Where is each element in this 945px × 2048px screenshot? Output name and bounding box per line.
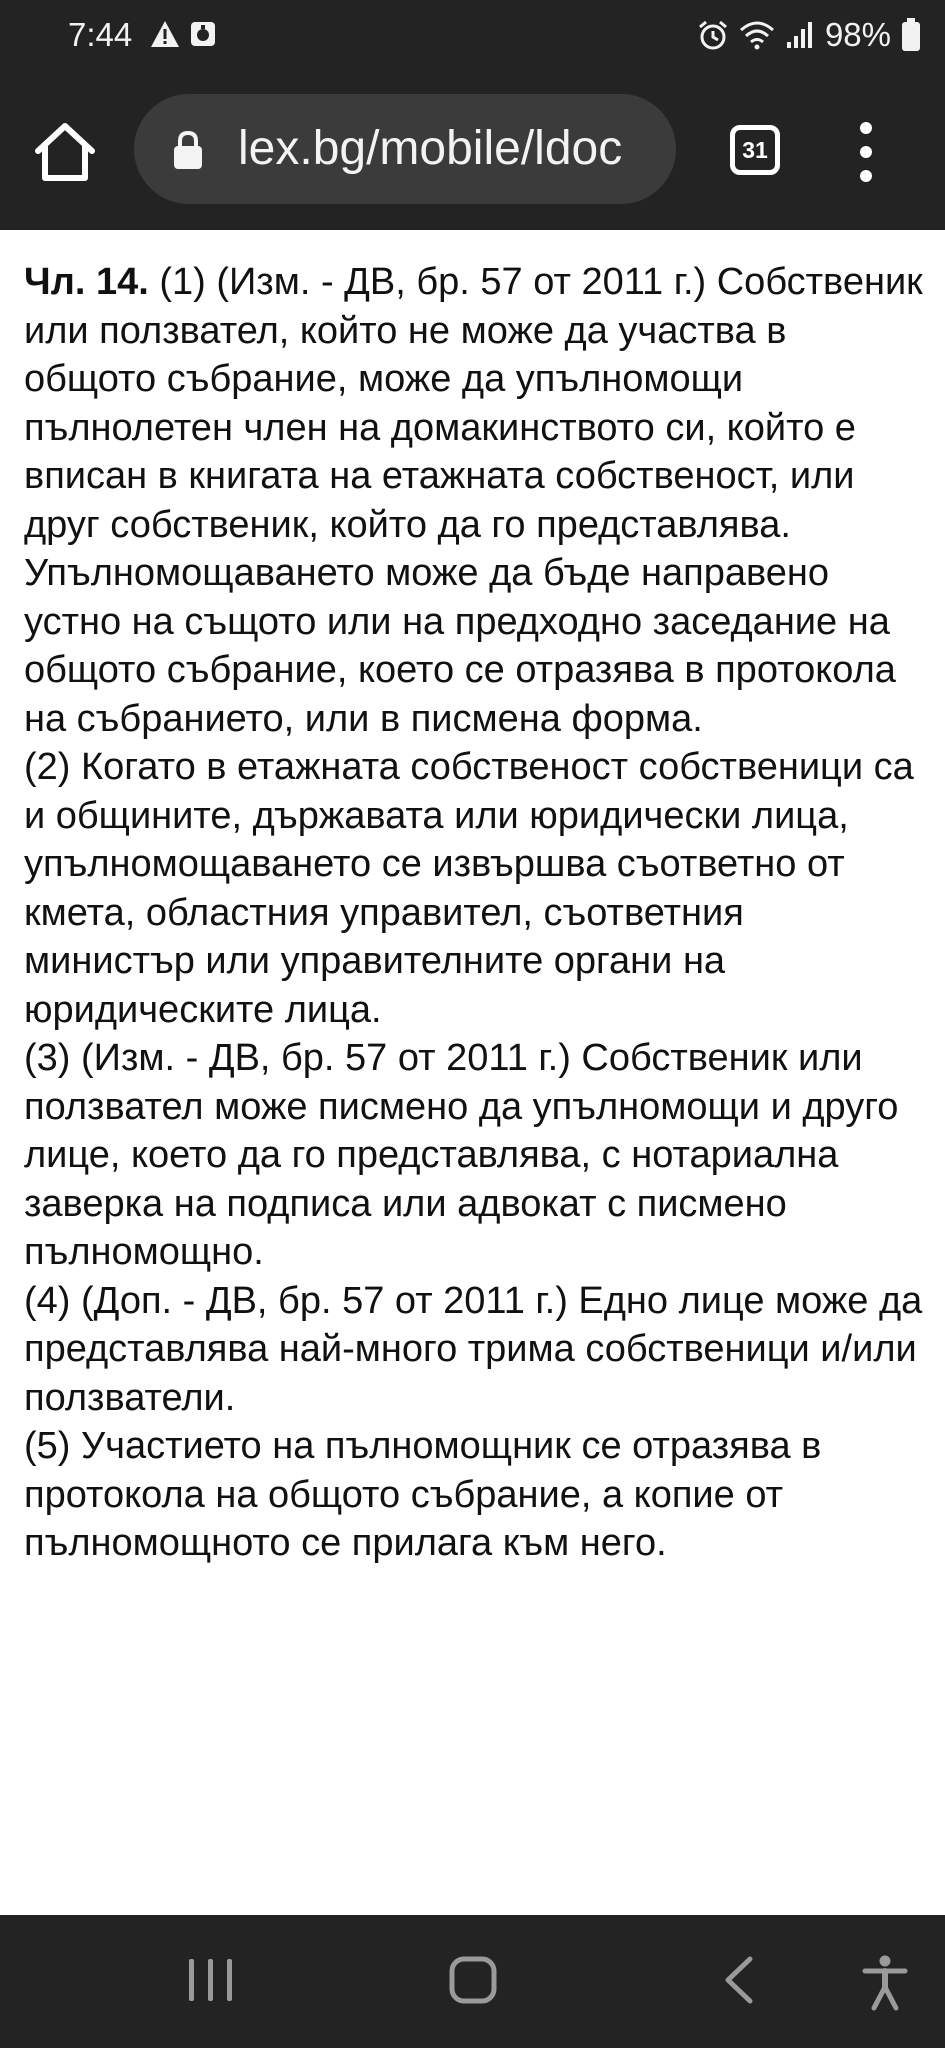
paragraph-3: (3) (Изм. - ДВ, бр. 57 от 2011 г.) Собственик или ползвател може писмено да упълномощи и друго лице, което да го представлява, с нотариална заверка на подписа или адвокат с писмено пълномощно. <box>24 1037 899 1273</box>
paragraph-1 <box>24 258 924 743</box>
status-bar <box>0 0 945 72</box>
alarm-icon <box>697 19 729 51</box>
tabs-icon[interactable]: 31 <box>730 125 780 175</box>
document-body <box>24 258 924 1568</box>
home-nav-icon[interactable] <box>448 1955 498 2005</box>
url-text[interactable]: lex.bg/mobile/ldoc <box>238 122 623 175</box>
paragraph-5: (5) Участието на пълномощник се отразява в протокола на общото събрание, а копие от пълномощното се прилага към него. <box>24 1425 822 1564</box>
battery-icon <box>901 18 921 52</box>
status-time: 7:44 <box>68 16 133 53</box>
paragraph-2: (2) Когато в етажната собственост собственици са и общините, държавата или юридически лица, упълномощаването се извършва съответно от кмета, областния управител, съответния министър или управителните органи на юридическите лица. <box>24 746 914 1031</box>
alert-icon <box>150 20 180 48</box>
battery-percent: 98% <box>824 16 891 53</box>
lock-icon <box>172 130 204 170</box>
paragraph-1-text: (1) (Изм. - ДВ, бр. 57 от 2011 г.) Собственик или ползвател, който не може да участва в общото събрание, може да упълномощи пълнолетен член на домакинството си, който е вписан в книгата на етажната собственост, или друг собственик, който да го представлява. Упълномощаването може да бъде направено устно на същото или на предходно заседание на общото събрание, което се отразява в протокола на събранието, или в писмена форма. <box>24 261 923 740</box>
browser-toolbar <box>0 72 945 230</box>
paragraph-4: (4) (Доп. - ДВ, бр. 57 от 2011 г.) Едно лице може да представлява най-много трима собственици и/или ползватели. <box>24 1279 923 1419</box>
navigation-bar <box>0 1915 945 2048</box>
signal-icon <box>785 20 815 50</box>
back-icon[interactable] <box>720 1955 760 2005</box>
article-label: Чл. 14. <box>24 261 149 303</box>
more-vert-icon[interactable] <box>854 120 878 184</box>
wifi-icon <box>739 20 775 50</box>
recents-icon[interactable] <box>186 1955 236 2005</box>
accessibility-icon[interactable] <box>862 1955 908 2011</box>
home-icon[interactable] <box>32 119 98 185</box>
address-bar[interactable] <box>134 94 676 204</box>
media-icon <box>190 20 216 48</box>
